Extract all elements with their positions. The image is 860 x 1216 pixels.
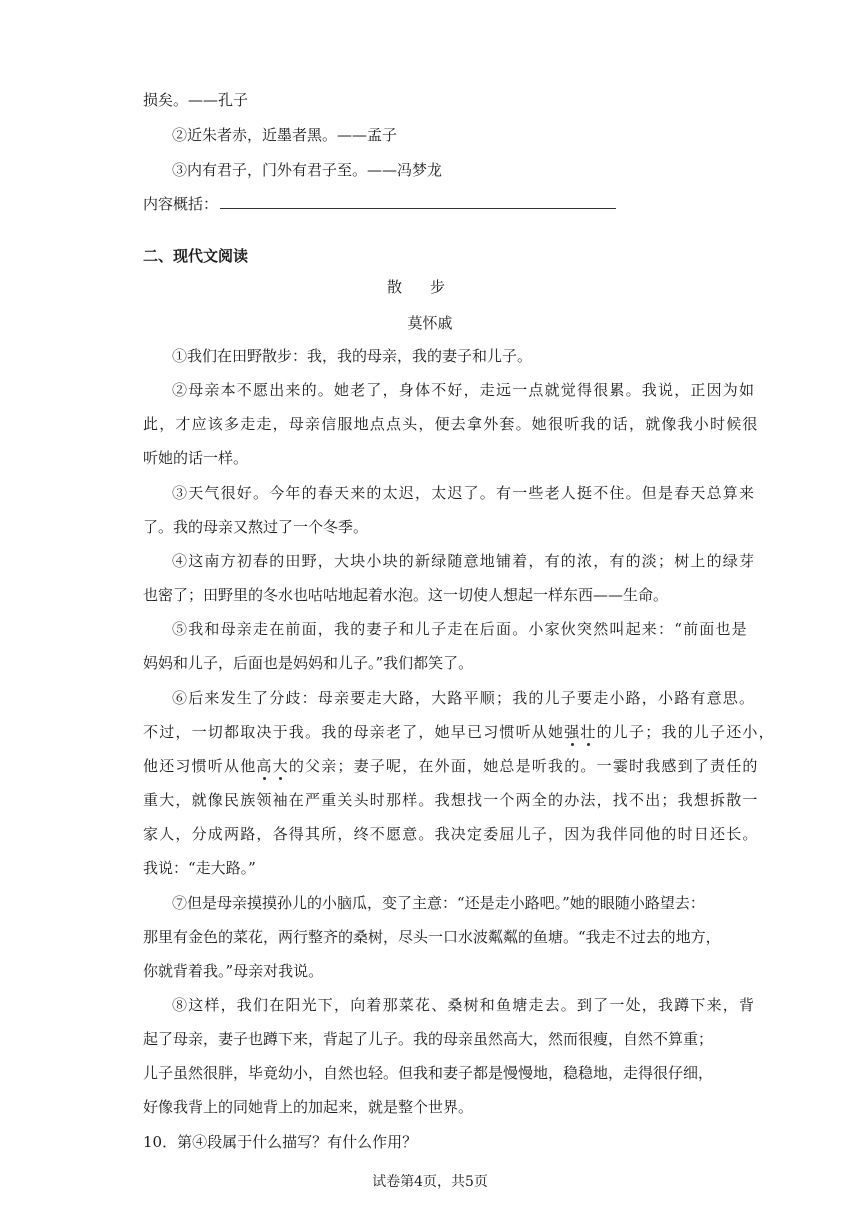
paragraph-6-line xyxy=(143,756,759,776)
paragraph-4-line: 也密了；田野里的冬水也咕咕地起着水泡。这一切使人想起一样东西——生命。 xyxy=(143,586,669,604)
line-text: 他还习惯听从他 xyxy=(143,757,257,775)
text-line: 损矣。——孔子 xyxy=(143,91,249,109)
paragraph-2-line: ②母亲本不愿出来的。她老了，身体不好，走远一点就觉得很累。我说，正因为如 xyxy=(172,381,756,399)
paragraph-6-line: 我说：“走大路。” xyxy=(143,859,256,877)
emphasis-char: 强 xyxy=(564,723,581,741)
paragraph-8-line: 儿子虽然很胖，毕竟幼小，自然也轻。但我和妻子都是慢慢地，稳稳地，走得很仔细， xyxy=(143,1064,714,1082)
paragraph-6-line: 重大，就像民族领袖在严重关头时那样。我想找一个两全的办法，找不出；我想拆散一 xyxy=(143,791,759,809)
paragraph-2-line: 听她的话一样。 xyxy=(143,449,249,467)
paragraph-8-line: 起了母亲，妻子也蹲下来，背起了儿子。我的母亲虽然高大，然而很瘦，自然不算重； xyxy=(143,1030,714,1048)
summary-prompt xyxy=(143,194,616,214)
paragraph-5-line: 妈妈和儿子，后面也是妈妈和儿子。”我们都笑了。 xyxy=(143,654,474,672)
page-footer: 试卷第4页，共5页 xyxy=(372,1174,488,1190)
paragraph-5-line: ⑤我和母亲走在前面，我的妻子和儿子走在后面。小家伙突然叫起来：“前面也是 xyxy=(172,620,748,638)
paragraph-4-line: ④这南方初春的田野，大块小块的新绿随意地铺着，有的浓，有的淡；树上的绿芽 xyxy=(172,552,756,570)
section-heading: 二、现代文阅读 xyxy=(143,247,249,265)
line-text: 的儿子；我的儿子还小， xyxy=(596,723,775,741)
paragraph-6-line xyxy=(143,722,775,742)
quote-feng-menglong: ③内有君子，门外有君子至。——冯梦龙 xyxy=(172,161,443,179)
paragraph-8-line: ⑧这样，我们在阳光下，向着那菜花、桑树和鱼塘走去。到了一处，我蹲下来，背 xyxy=(172,996,756,1014)
emphasis-char: 高 xyxy=(256,757,273,775)
paragraph-7-line: 你就背着我。”母亲对我说。 xyxy=(143,962,324,980)
paragraph-6-line: ⑥后来发生了分歧：母亲要走大路，大路平顺；我的儿子要走小路，小路有意思。 xyxy=(172,689,756,707)
paragraph-3-line: ③天气很好。今年的春天来的太迟，太迟了。有一些老人挺不住。但是春天总算来 xyxy=(172,484,756,502)
summary-label: 内容概括： xyxy=(143,195,219,213)
summary-answer-blank[interactable] xyxy=(220,194,616,209)
paragraph-3-line: 了。我的母亲又熬过了一个冬季。 xyxy=(143,518,369,536)
paragraph-7-line: ⑦但是母亲摸摸孙儿的小脑瓜，变了主意：“还是走小路吧。”她的眼随小路望去： xyxy=(172,894,705,912)
line-text: 的父亲；妻子呢，在外面，她总是听我的。一霎时我感到了责任的 xyxy=(288,757,759,775)
emphasis-char: 壮 xyxy=(580,723,597,741)
article-author: 莫怀戚 xyxy=(407,314,453,332)
line-text: 不过，一切都取决于我。我的母亲老了，她早已习惯听从她 xyxy=(143,723,565,741)
paragraph-1: ①我们在田野散步：我，我的母亲，我的妻子和儿子。 xyxy=(172,347,533,365)
article-title: 散步 xyxy=(386,278,473,296)
emphasis-char: 大 xyxy=(272,757,289,775)
quote-mencius: ②近朱者赤，近墨者黑。——孟子 xyxy=(172,126,398,144)
paragraph-2-line: 此，才应该多走走，母亲信服地点点头，便去拿外套。她很听我的话，就像我小时候很 xyxy=(143,415,759,433)
paragraph-8-line: 好像我背上的同她背上的加起来，就是整个世界。 xyxy=(143,1098,474,1116)
question-10: 10．第④段属于什么描写？有什么作用？ xyxy=(143,1133,418,1151)
paragraph-7-line: 那里有金色的菜花，两行整齐的桑树，尽头一口水波粼粼的鱼塘。“我走不过去的地方， xyxy=(143,928,721,946)
paragraph-6-line: 家人，分成两路，各得其所，终不愿意。我决定委屈儿子，因为我伴同他的时日还长。 xyxy=(143,825,759,843)
